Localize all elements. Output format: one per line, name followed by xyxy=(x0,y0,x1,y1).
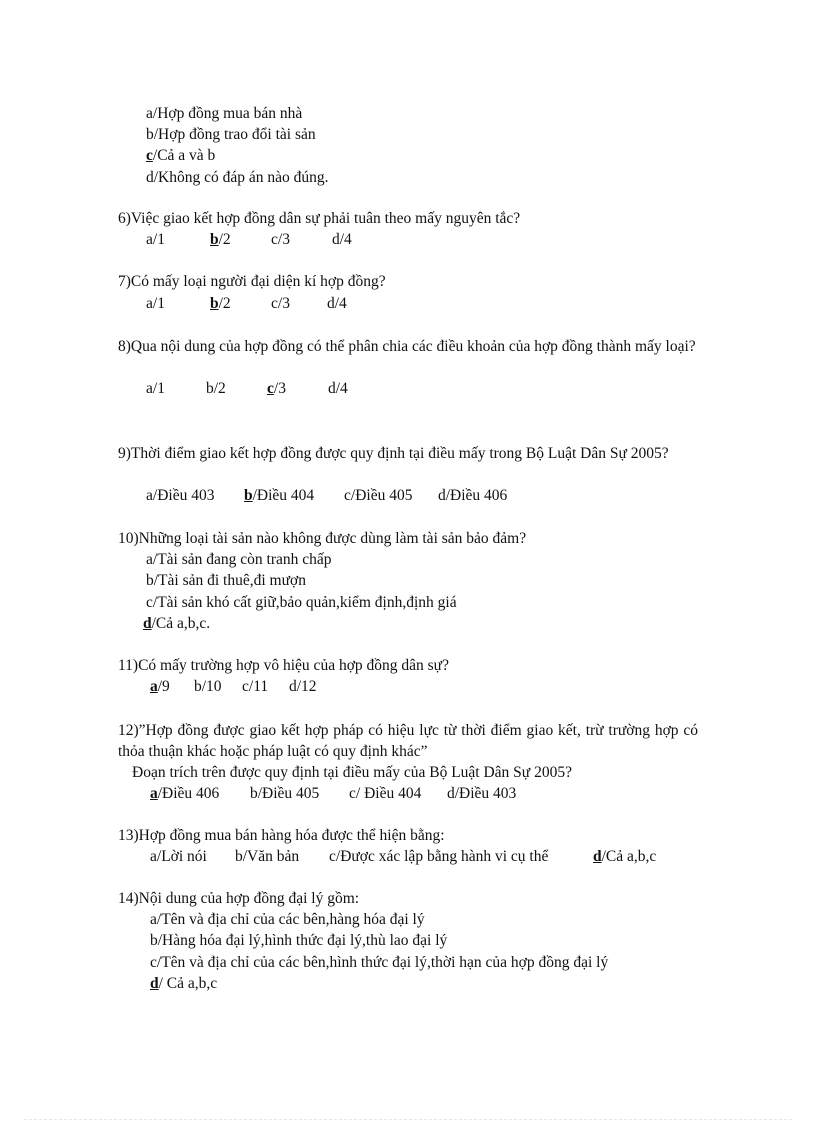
q7-option-d: d/4 xyxy=(327,295,347,312)
q6-text: 6)Việc giao kết hợp đồng dân sự phải tuân theo mấy nguyên tắc? xyxy=(118,210,521,227)
q10-option-a: a/Tài sản đang còn tranh chấp xyxy=(146,551,332,568)
q7-text: 7)Có mấy loại người đại diện kí hợp đồng? xyxy=(118,273,386,290)
q14-option-a: a/Tên và địa chỉ của các bên,hàng hóa đại lý xyxy=(150,911,425,928)
q14-option-d: d/ Cả a,b,c xyxy=(150,975,218,992)
q12-option-d: d/Điều 403 xyxy=(447,785,517,802)
q8-text: 8)Qua nội dung của hợp đồng có thể phân chia các điều khoản của hợp đồng thành mấy loại? xyxy=(118,338,696,355)
q9-option-c: c/Điều 405 xyxy=(344,487,413,504)
q6-option-d: d/4 xyxy=(332,231,352,248)
q8-option-c: c/3 xyxy=(267,380,286,397)
q12-options xyxy=(150,784,516,804)
q11-option-a: a/9 xyxy=(150,678,170,695)
q13-option-b: b/Văn bản xyxy=(235,848,300,865)
q5-option-d: d/Không có đáp án nào đúng. xyxy=(146,169,329,186)
q7-option-a: a/1 xyxy=(146,295,165,312)
q12-text: 12)”Hợp đồng được giao kết hợp pháp có hiệu lực từ thời điểm giao kết, trừ trường hợp có thỏa thuận khác hoặc pháp luật có quy định khác” xyxy=(118,722,698,760)
q12-option-a: a/Điều 406 xyxy=(150,785,220,802)
q10-option-d: d/Cả a,b,c. xyxy=(143,615,211,632)
q7-option-b: b/2 xyxy=(210,295,231,312)
q8-option-d: d/4 xyxy=(328,380,348,397)
q9-text: 9)Thời điểm giao kết hợp đồng được quy định tại điều mấy trong Bộ Luật Dân Sự 2005? xyxy=(118,445,669,462)
q5-option-c: c/Cả a và b xyxy=(146,147,216,164)
q8-options xyxy=(146,379,348,399)
q6-option-b: b/2 xyxy=(210,231,231,248)
q13-option-c: c/Được xác lập bằng hành vi cụ thể xyxy=(329,848,549,865)
q10-option-c: c/Tài sản khó cất giữ,bảo quản,kiểm định,định giá xyxy=(146,594,457,611)
q12-option-c: c/ Điều 404 xyxy=(349,785,422,802)
q6-options xyxy=(146,230,352,250)
q5-option-a: a/Hợp đồng mua bán nhà xyxy=(146,105,303,122)
q6-option-c: c/3 xyxy=(271,231,290,248)
q7-options xyxy=(146,294,347,314)
q10-text: 10)Những loại tài sản nào không được dùng làm tài sản bảo đảm? xyxy=(118,530,527,547)
q11-option-d: d/12 xyxy=(289,678,317,695)
q10-option-b: b/Tài sản đi thuê,đi mượn xyxy=(146,572,306,589)
q9-option-a: a/Điều 403 xyxy=(146,487,215,504)
q8-option-a: a/1 xyxy=(146,380,165,397)
q8-option-b: b/2 xyxy=(206,380,226,397)
page-bottom-divider xyxy=(24,1119,792,1120)
q9-option-d: d/Điều 406 xyxy=(438,487,508,504)
q13-options xyxy=(150,847,656,867)
q13-text: 13)Hợp đồng mua bán hàng hóa được thể hiện bằng: xyxy=(118,827,445,844)
q11-option-c: c/11 xyxy=(242,678,269,695)
q14-option-c: c/Tên và địa chỉ của các bên,hình thức đại lý,thời hạn của hợp đồng đại lý xyxy=(150,954,609,971)
q5-option-b: b/Hợp đồng trao đổi tài sản xyxy=(146,126,316,143)
q14-option-b: b/Hàng hóa đại lý,hình thức đại lý,thù lao đại lý xyxy=(150,932,448,949)
q7-option-c: c/3 xyxy=(271,295,290,312)
q12-option-b: b/Điều 405 xyxy=(250,785,320,802)
q11-text: 11)Có mấy trường hợp vô hiệu của hợp đồng dân sự? xyxy=(118,657,449,674)
q9-options xyxy=(146,486,507,506)
q11-options xyxy=(150,677,317,697)
q13-option-d: d/Cả a,b,c xyxy=(593,848,657,865)
q14-text: 14)Nội dung của hợp đồng đại lý gồm: xyxy=(118,890,360,907)
q6-option-a: a/1 xyxy=(146,231,165,248)
q11-option-b: b/10 xyxy=(194,678,222,695)
q12-subquestion: Đoạn trích trên được quy định tại điều mấy của Bộ Luật Dân Sự 2005? xyxy=(132,764,572,781)
q9-option-b: b/Điều 404 xyxy=(244,487,315,504)
q13-option-a: a/Lời nói xyxy=(150,848,207,865)
